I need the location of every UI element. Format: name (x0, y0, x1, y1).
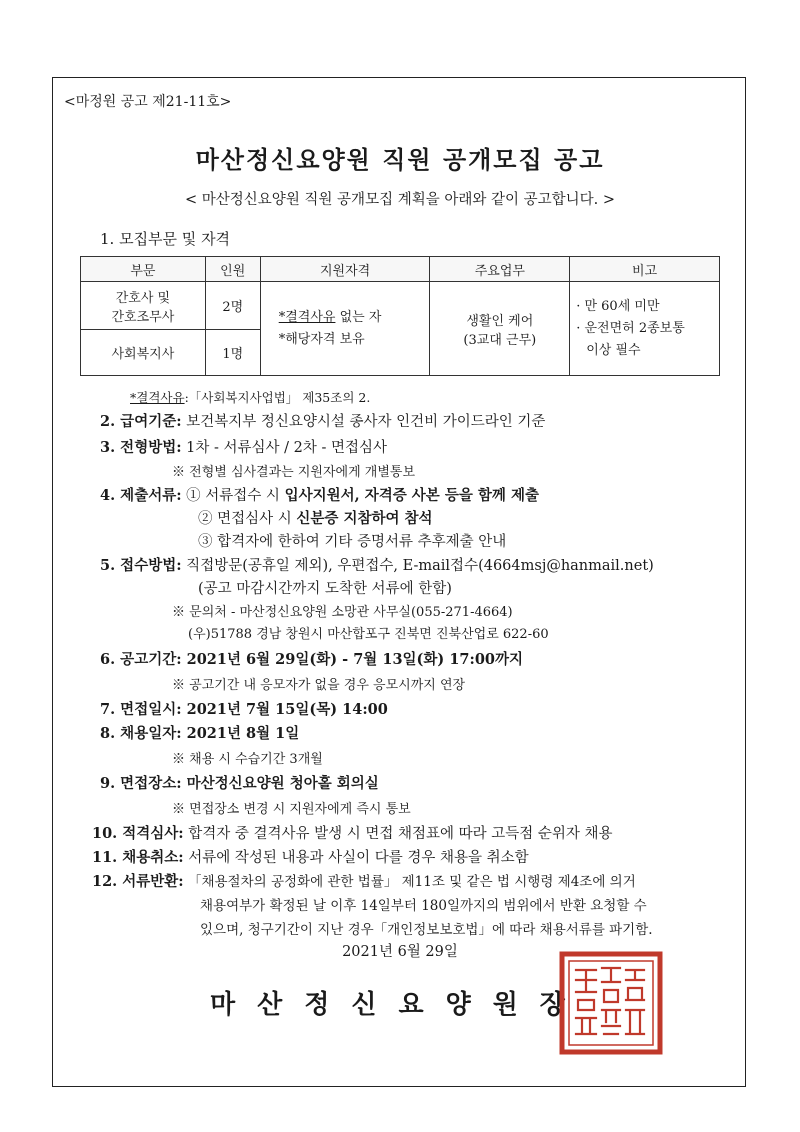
header-dept: 부문 (81, 257, 206, 282)
item-salary: 2. 급여기준: 보건복지부 정신요양시설 종사자 인건비 가이드라인 기준 (100, 413, 546, 430)
note-cell: · 만 60세 미만 · 운전면허 2종보통 이상 필수 (570, 282, 720, 376)
item-selection: 3. 전형방법: 1차 - 서류심사 / 2차 - 면접심사 (100, 439, 388, 456)
dept-social-worker: 사회복지사 (81, 330, 206, 376)
item-return: 12. 서류반환: 「채용절차의 공정화에 관한 법률」 제11조 및 같은 법 시행령 제4조에 의거 (92, 873, 636, 890)
page-subtitle: < 마산정신요양원 직원 공개모집 계획을 아래와 같이 공고합니다. > (185, 192, 615, 208)
item-hire-date: 8. 채용일자: 2021년 8월 1일 (100, 725, 300, 742)
duty-cell: 생활인 케어 (3교대 근무) (430, 282, 570, 376)
header-count: 인원 (205, 257, 260, 282)
header-duty: 주요업무 (430, 257, 570, 282)
count-nurse: 2명 (205, 282, 260, 330)
item-cancel: 11. 채용취소: 서류에 작성된 내용과 사실이 다를 경우 채용을 취소함 (92, 849, 529, 866)
item-interview-date: 7. 면접일시: 2021년 7월 15일(목) 14:00 (100, 701, 388, 718)
submission-line-2: (공고 마감시간까지 도착한 서류에 한함) (198, 581, 452, 597)
notice-number: <마정원 공고 제21-11호> (64, 94, 232, 110)
document-date: 2021년 6월 29일 (342, 944, 458, 960)
documents-line-3: ③ 합격자에 한하여 기타 증명서류 추후제출 안내 (198, 534, 507, 550)
table-header-row (81, 257, 720, 282)
hire-note: ※ 채용 시 수습기간 3개월 (172, 752, 323, 767)
item-submission: 5. 접수방법: 직접방문(공휴일 제외), 우편접수, E-mail접수(4664msj@hanmail.net) (100, 557, 654, 574)
dept-nurse: 간호사 및 간호조무사 (81, 282, 206, 330)
disqualification-footnote: *결격사유:「사회복지사업법」 제35조의 2. (130, 390, 371, 405)
place-note: ※ 면접장소 변경 시 지원자에게 즉시 통보 (172, 802, 411, 817)
address-note: (우)51788 경남 창원시 마산합포구 진북면 진북산업로 622-60 (188, 627, 549, 642)
period-note: ※ 공고기간 내 응모자가 없을 경우 응모시까지 연장 (172, 678, 466, 693)
header-note: 비고 (570, 257, 720, 282)
documents-line-2: ② 면접심사 시 신분증 지참하여 참석 (198, 510, 433, 527)
selection-note: ※ 전형별 심사결과는 지원자에게 개별통보 (172, 465, 416, 480)
header-qualification: 지원자격 (260, 257, 430, 282)
official-seal-icon (558, 950, 664, 1056)
count-social-worker: 1명 (205, 330, 260, 376)
item-eligibility: 10. 적격심사: 합격자 중 결격사유 발생 시 면접 채점표에 따라 고득점 순위자 채용 (92, 825, 613, 842)
organization-name: 마산정신요양원장 (210, 990, 587, 1020)
table-row (81, 282, 720, 330)
contact-note: ※ 문의처 - 마산정신요양원 소망관 사무실(055-271-4664) (172, 605, 513, 620)
item-interview-place: 9. 면접장소: 마산정신요양원 청아홀 회의실 (100, 775, 379, 792)
return-line-2: 채용여부가 확정된 날 이후 14일부터 180일까지의 범위에서 반환 요청할 수 (200, 898, 647, 914)
return-line-3: 있으며, 청구기간이 지난 경우「개인정보보호법」에 따라 채용서류를 파기함. (200, 922, 653, 938)
item-period: 6. 공고기간: 2021년 6월 29일(화) - 7월 13일(화) 17:00까지 (100, 651, 524, 668)
section-recruitment-title: 1. 모집부문 및 자격 (100, 230, 231, 248)
page-title: 마산정신요양원 직원 공개모집 공고 (195, 145, 605, 174)
recruitment-table (80, 256, 720, 376)
item-documents: 4. 제출서류: ① 서류접수 시 입사지원서, 자격증 사본 등을 함께 제출 (100, 487, 539, 504)
qualification-cell: *결격사유 없는 자 *해당자격 보유 (260, 282, 430, 376)
